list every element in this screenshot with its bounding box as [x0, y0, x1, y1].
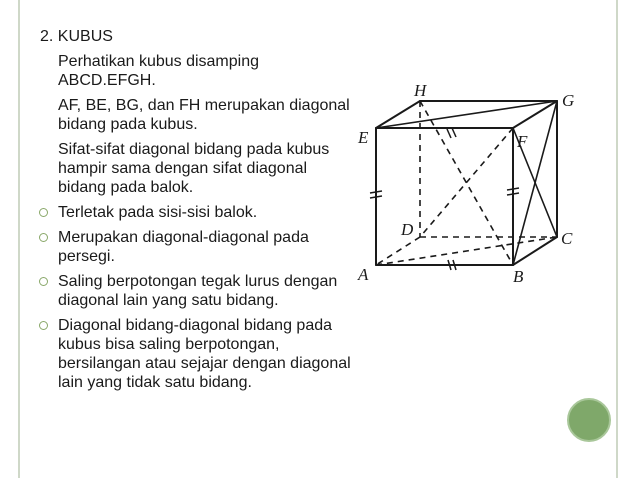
- tick-mark: [507, 193, 519, 195]
- paragraph-properties: Sifat-sifat diagonal bidang pada kubus hampir sama dengan sifat diagonal bidang pada balok.: [58, 141, 330, 196]
- bullet-marker-icon: [39, 277, 48, 286]
- bullet-text: Saling berpotongan tegak lurus dengan diagonal lain yang satu bidang.: [58, 273, 338, 309]
- vertex-label-b: B: [513, 267, 524, 286]
- tick-mark: [452, 128, 456, 137]
- hidden-diagonal-ac: [376, 237, 557, 265]
- bullet-item: [40, 316, 355, 392]
- right-margin-rule: [616, 0, 618, 478]
- diagonal-eg: [376, 101, 557, 128]
- slide-text: [40, 27, 355, 398]
- hidden-diagonal-hb: [420, 101, 513, 265]
- tick-mark: [370, 191, 382, 193]
- tick-mark: [370, 196, 382, 198]
- vertex-label-d: D: [401, 220, 414, 239]
- bullet-text: Diagonal bidang-diagonal bidang pada kubus bisa saling berpotongan, bersilangan atau sejajar dengan diagonal lain yang tidak satu bidang.: [58, 317, 351, 391]
- vertex-label-c: C: [561, 229, 573, 248]
- bullet-text: Terletak pada sisi-sisi balok.: [58, 204, 258, 221]
- decorative-circle: [567, 398, 611, 442]
- bullet-item: [40, 272, 355, 310]
- bullet-item: [40, 203, 355, 222]
- paragraph-diagonals: AF, BE, BG, dan FH merupakan diagonal bidang pada kubus.: [58, 97, 350, 133]
- vertex-label-e: E: [358, 128, 369, 147]
- bullet-text: Merupakan diagonal-diagonal pada persegi.: [58, 229, 309, 265]
- tick-mark: [507, 188, 519, 190]
- vertex-label-h: H: [414, 81, 427, 100]
- bullet-item: [40, 228, 355, 266]
- paragraph-intro: Perhatikan kubus disamping ABCD.EFGH.: [58, 53, 260, 89]
- cube-diagram: [350, 75, 590, 290]
- bullet-marker-icon: [39, 321, 48, 330]
- bullet-marker-icon: [39, 208, 48, 217]
- slide-heading: 2. KUBUS: [40, 28, 113, 45]
- cube-svg: [350, 75, 590, 290]
- tick-mark: [447, 129, 451, 138]
- hidden-diagonal-fd: [420, 128, 513, 237]
- left-margin-rule: [18, 0, 20, 478]
- vertex-label-g: G: [562, 91, 575, 110]
- bullet-marker-icon: [39, 233, 48, 242]
- vertex-label-a: A: [358, 265, 369, 284]
- vertex-label-f: F: [517, 132, 528, 151]
